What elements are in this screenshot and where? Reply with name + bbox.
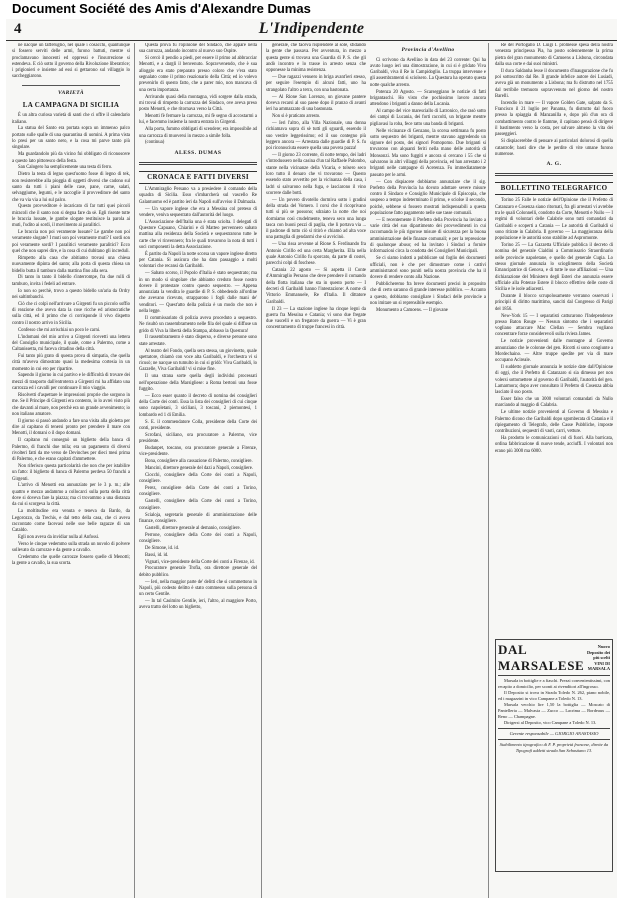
article-paragraph: Le notizie provenienti dalle montagne al Governo annunziano che le colonne del gen. Ricotti si sono congiunte a Mordechaino. — Altre truppe spedite per via di mare occupano Acireale. <box>495 339 613 364</box>
column-3b <box>370 43 486 898</box>
article-paragraph: generale, che faceva risplendere al sole, sfidando la gente che passava. Per avventura, in mezzo a questa gente si trovava una Guardia di P. S. che gli andò incontro e lo trasse in arresto senza che opponesse la minima resistenza. <box>266 43 366 74</box>
article-paragraph: Nelle vicinanze di Genzano, la scorsa settimana fu posto sotto sequestro dei briganti, mentre stavano aggredendo un signore del posto, dei signori Pomopomo. Due briganti si trovarono con alquanti feriti nella mano delle autorità di Monsonzi. Ma sono fuggiti e ancora si cercano i 55 che si salvarono in altri villaggi della provincia, ed han arrestato i 2 briganti nelle campagne di Acerenza. Fu immediatamente passato per le armi. <box>370 128 486 178</box>
article-paragraph: L'Ammiraglio Persano va a presiedere il comando della squadra di Sicilia. Esso s'imbarcherà sul vascello Re Galantuomo ed è partito ieri da Napoli sull'avviso il Dalmazia. <box>139 187 257 205</box>
article-paragraph: Il giorno si passò andando a fare una visita alla gioletta per dire al capitano di tenersi pronto per prendere il mare con Menotti, il domani o il dopo domani. <box>12 418 130 437</box>
article-paragraph: Alla porta, fummo obbligati di scendere; era impossibile ad una carrozza di muoversi in mezzo a simile folla. <box>139 127 257 139</box>
article-paragraph: Torino 25 Falle le notizie dell'Opinione che il Prefetto di Catanzaro e Cosenza siano ritornati, fra gli arrestati vi avrebbe tra le quali Colonnelli, condotto da Corte, Menotti e Nullo — I regimi di volontari delle Calabrie sono tutti comandati da Garibaldi e scoperti a Catania — Le autorità di Garibaldi si sono ritirate in Calabria. Il governo — La maggioranza della popolazione e le autorità sono stabilite ad Aspromonte. <box>495 198 613 242</box>
advertisement-rule <box>498 728 610 729</box>
article-paragraph: — Al Rione San Lorenzo, un giovane pantere doveva recarsi al suo paese dopo il pranzo di avanti ieri ha ammazzato di una bastonata. <box>266 94 366 113</box>
article-paragraph: S. E. il commendatore Colla, presidente della Corte dei conti, presidente. <box>139 419 257 431</box>
article-paragraph: San Calogero ha semplicemente una testa di ferro. <box>18 165 113 171</box>
section-double-rule <box>139 162 257 165</box>
article-paragraph: Bassi, id. id. <box>145 552 169 558</box>
printer-imprint: Stabilimento tipografico di F. P. proprietà francese, dirette da Tipografi addetti strada San Sebastiano 13. <box>499 742 609 753</box>
article-paragraph: Esser falso che un 3000 volontari comandati da Nullo marciando al maggio di Calabria. <box>495 397 613 409</box>
article-paragraph: Le braccia non poi veramente lussate? Le gambe non poi veramente slogate? I muti son poi veramente muti? I sordi son poi veramente sordi? I paralitici veramente paralitici? Ecco quel che non saprei dire, e la cosa di cui dubitano gli increduli. <box>12 230 130 255</box>
section-heading: CRONACA E FATTI DIVERSI <box>139 171 257 184</box>
article-paragraph: Pubblicheremo fra breve documenti precisi in proposito che di certo saranno di grande interesse pubblico. — Accanto a questo, dobbiamo consigliare i Sindaci delle provincie a non imitare un sì reprensibile esempio. <box>370 282 486 306</box>
article-paragraph: Gastelli, direttore generale al demanio, consigliere. <box>145 525 241 531</box>
article-paragraph: Si cercò il pendio a piedi, per essere il primo ad abbracciar Menotti, e a dargli il benvenuto. Sopravvenendo, che è sua alloggio era stato preparato presso coloro che v'era stato segnalato come il primo reazionario della Città; ed io volevo prevenirlo di questo fatto, che a parer mio, non mancava di una certa importanza. <box>139 56 257 93</box>
article-paragraph: Torino 25 — La Gazzetta Ufficiale pubblica il decreto di nomina del generale Cialdini a Commissario Straordinario nelle provincie napoletane, e quello del generale Cugia. Lo stesso giornale annunzia lo scioglimento della Società Emancipatrice di Genova, e di tutte le sue affiliazioni — Una dichiarazione del Ministero degli Esteri che annunzia essere ufficiale alla Potenze Estere il blocco effettivo delle coste di Sicilia e le isole adiacenti. <box>495 243 613 293</box>
article-paragraph: — Un povero divotello dormiva sotto i gradini della strada del Vomero. I corsi che il ricoprivano tutti si più se possono; sdraiato la notte che noi dormiamo così crudelmente, teneva seco una lunga tasca con buoni pezzi di paglia, che li portava via ... il padrone di tutto ciò si ritirò e chiamò ad alta voce una pattuglia di gendarmi che si avvicinò. <box>266 197 366 241</box>
article-paragraph: Rimpetto alla casa che abitiamo trovasi una chiesa nuovamente dipinta del santo; alla porta di questa chiesa un bidello butta il tamburo dalla mattina fino alla sera. <box>12 255 130 274</box>
article-paragraph: Il rassembramento è stato disperso, e diverse persone sono state arrestate. <box>139 335 257 347</box>
article-signature: A. G. <box>546 161 562 168</box>
article-paragraph: Menotti fè fermare la carrozza, mi fè segno di accostarmi a lui, e facemmo insieme la nostra entrata in Girgenti. <box>139 114 257 126</box>
article-paragraph: Ciocchi, consigliere della Corte dei conti a Napoli, consigliere. <box>139 472 257 485</box>
article-paragraph: New-York 15 — I separatisti catturarono l'Independence presso Baton Rouge — Nessun sintomo che i separatisti vogliano attaccare Mac Clellan — Sembra vogliano concentrare forze considerevoli sulla riviera James. <box>495 313 613 338</box>
article-paragraph: Procuratore generale Trofia, ora direttore generale del debito pubblico. <box>139 566 257 578</box>
article-paragraph: — In tal Casimiro Gentile, ieri, l'altro, al maggiore Porto, aveva tratto del lotto un biglietto, <box>139 599 257 611</box>
article-paragraph: — Con dispiacere dobbiamo annunziare che il sig. Prefetto della Provincia ha dovuto adottare severe misure contro il Sindaco e Consiglio Municipale di Episcopia, che sospeso a tempo indeterminato il primo, e sciolse il secondo, poichè, sebbene si fossero mostrati indispensabili a questa popolazione fatto pagamento nelle sue tasse comunali. <box>370 179 486 216</box>
advertisement-header <box>498 642 610 676</box>
article-paragraph: Il 23 — La stazione inglese ha cinque legni da guerra fra Messina e Catania; vi sono due fregate due vascelli e un fregatore da guerra — Vi è gran concentramento di truppe francesi in città. <box>266 306 366 331</box>
article-paragraph: De Simone, id. id. <box>145 545 180 551</box>
article-paragraph: — Un vapore inglese che era a Messina col preteso di vendere, veniva sequestrato dall'autorità del luogo. <box>139 206 257 218</box>
article-paragraph: Ha prodotto le comunicazioni col di fuori. Alla barricata, ordina fabbricazione di nuove tende, acciuffi. I volontari non erano più 3000 ma 6000. <box>495 436 613 454</box>
advertisement-paragraph: Marsala vecchio lire 1,50 la bottiglia — Moscato di Pantelleria — Malvasia — Zucco — Lacrima — Bordeaux — Reno — Champagne. <box>498 702 610 719</box>
article-paragraph: Se ci siamo indotti a pubblicare sul foglio dei documenti ufficiali, non è che per dimostrare come i cattivi amministratori sono puniti nella nostra provincia che ha il dovere di rendere conto alla Nazione. <box>370 256 486 281</box>
article-paragraph: Monumento a Camoens. — Il giovane <box>376 307 448 313</box>
section-rule <box>22 85 120 86</box>
section-heading: BOLLETTINO TELEGRAFICO <box>495 182 613 195</box>
section-heading: VARIETÀ <box>58 89 84 96</box>
article-paragraph: Potenza 20 Agosto. — Scarseggiano le notizie di fatti brigantaschi. Ho visto che pochissimo lavoro ancora attendono i briganti a danno della Lucania. <box>370 89 486 108</box>
article-paragraph: Arrivando quasi della montagna, vidi sorgere dalla strada, mi trovai di rimpetto la carrozza del Sindaco, ove aveva preso posto Menotti, e che ritornava verso la Città. <box>139 94 257 113</box>
article-paragraph: Catania 22 agosto — Si aspetta il Conte d'Ammiraglio Persano che deve prendere il comando della flotta italiana che sta in questo porto — I decreti di Garibaldi hanno l'intestazione: A nome di Vittorio Emmanuele, Re d'Italia. Il dittatore Garibaldi. <box>266 268 366 305</box>
section-heading: LA CAMPAGNA DI SICILIA <box>22 101 120 110</box>
page-number: 4 <box>14 21 22 37</box>
advertisement-side-text: Nuovo Deposito dei più scelti VINI DI MARSALA <box>586 644 610 672</box>
article-paragraph: Bona, consigliere alla cassazione di Palermo, consigliere. <box>145 459 253 465</box>
article-paragraph: Non riferisco questa particolarità che non che per istabilire un fatto: il biglietto di banca di Palermo perdeva 50 franchi a Girgenti. <box>12 464 130 482</box>
advertisement-paragraph: Marsala in bottiglie e a fiaschi. Prezzi convenientissimi, con recapito a domicilio, per sconti ai rivenditori all'ingrosso. <box>498 678 610 689</box>
masthead <box>6 19 617 41</box>
article-paragraph: Egli non aveva da invidiar nulla al Anfossi. <box>18 535 100 541</box>
article-paragraph: Mancini, direttore generale del dazi a Napoli, consigliere. <box>145 466 254 472</box>
article-paragraph: Sapendo il giorno in cui partivo e le difficoltà di trovare dei mezzi di trasporto dall'entroterra a Girgenti mi ha affidato una carrozza ed i cavalli per continuare il mio viaggio. <box>12 373 130 392</box>
advertisement-body <box>498 678 610 726</box>
column-divider <box>488 43 489 898</box>
article-signature: ALESS. DUMAS <box>174 149 222 156</box>
article-paragraph: L'indomani del mio arrivo a Girgenti ricevetti una lettera del Consiglio municipale, il quale, come a Palermo, come a Caltanissetta, mi faceva cittadino della città. <box>12 334 130 353</box>
article-paragraph: Ma guardandolo più da vicino fui obbligato di riconoscere a questo lato pittoresco della festa. <box>12 152 130 164</box>
article-paragraph: Scrofani, siciliano, ora procuratore a Palermo, vice presidente. <box>139 432 257 445</box>
article-paragraph: Perrone, consigliere della Corte dei conti a Napoli, consigliere. <box>139 532 257 544</box>
article-paragraph: — Sabato scorso, il Popolo d'Italia è stato sequestrato; ma in un modo sì singolare che abbiamo creduto fosse nostro dovere il protestare contro questo sequestro. — Appena annunziata la vendita le guardie di P. S. obbedendo all'ordine che avevano ricevuto, strapparono i fogli dalle mani de' venditori. — Quest'atto della polizia è un modo che non è nella legge. <box>139 271 257 315</box>
article-paragraph: Verso le cinque vedemmo sulla strada un nuvolo di polvere sollevato da carrozze e da gente a cavallo. <box>12 541 130 554</box>
article-paragraph: — Una rissa avvenne al Rione S. Ferdinando fra Antonio Cirillo ed una certa Margherita. Ella nella quale Antonio Cirillo fu sporcato, da parte di costei, parecchi colpi di foschese. <box>266 242 366 267</box>
section-double-rule <box>495 173 613 176</box>
column-3 <box>266 43 366 898</box>
column-divider <box>261 43 262 898</box>
article-paragraph: La statua del Santo era portata sopra un immenso palco portato sulle spalle di una quarantina di uomini. A prima vista lo presi per un santo nero, e la cosa mi parve tanto più singolare. <box>12 126 130 151</box>
article-paragraph: Al teatro del Fondo, quella sera stessa, un giovinetto, quale spettatore, chiamò con voce alta Garibaldi, e l'orchestra vi si ricusò; ne nacque un tumulto in cui si gridò: Viva Garibaldi, lo Gazzelle, Viva Garibaldi! vi si mise fine. <box>139 348 257 373</box>
article-paragraph: ne nacque un tafferuglio, nel quale i cosacchi, quantunque si fossero serviti delle armi, furono battuti, mentre si proclamavano innocenti ed oppressi e l'insurrezione si estendeva. E ciò sotto il governo della Rivoluzione liberatrice; i prigionieri e insieme ad essi si gettarono sul villaggio lo saccheggiarono. <box>12 43 130 80</box>
newspaper-title: L'Indipendente <box>258 20 365 37</box>
article-paragraph: Al campo del vice maresciallo di Latronico, che rasò sotto dei campi di Lucania, dei forti raccolti, un brigante mentre pigliavasi la roba, fece ratto una banda di briganti. <box>370 109 486 127</box>
article-paragraph: — Il giorno 23 corrente, di notte tempo, dei ladri s'introdussero nella casina d'un tal Raffaele Palombo, stante nella vicinanze della Vicaria, e tolsero seco loro tutto il denaro che vi trovarono — Questo essendo stato avvertito per la vicinanza della casa, i ladri si salvarono nella fuga, e lasciarono il vino scorrere dalle botti. <box>266 153 366 196</box>
article-paragraph: — Ecco esser quanto il decreto di nomina dei consiglieri della Corte dei conti. Essa la lista dei consiglieri di cui cinque sono napoletani, 3 siciliani, 3 toscani, 2 piemontesi, 1 lombardo ed 1 di Emilia. <box>139 393 257 418</box>
article-paragraph: Ciò che ci colpì nell'arrivare a Girgenti fu un piccolo soffio di reazione che aveva data la cose ricche ed aristocratiche sulla città, ed il primo che ci corrisponde il vivo dispetto contro il nostro arrivo in Sicilia. <box>12 301 130 326</box>
article-paragraph: Il duca Saldanha lesse il documento d'inaugurazione che fu poi sottoscritto dal Re. Il grande infelice autore dei Lusiadi, aveva già un monumento a Lisbona; ma fu distrutto nel 1755 dal terribile tremuoto sopravvenuto nel giorno del nostro Barelli. <box>495 68 613 99</box>
advertisement-paragraph: Dirigersi al Deposito, vico Campane a Toledo N. 13. <box>504 720 597 726</box>
article-paragraph: — Ieri, nella maggior parte de' delitti che si commettono in Napoli, più codesto delitto è stato commesso sulla persona di un certo Gentile. <box>139 579 257 598</box>
article-paragraph: È un altra curiosa varietà di santi che ci offre il calendario italiano. <box>12 113 130 125</box>
article-paragraph: Perez, consigliere della Corte dei conti a Torino, consigliere. <box>139 486 257 498</box>
article-paragraph: Il una strana sorte quella degli individui processati nell'operazione della Marsigliese: a Roma bertoni una fosse fuggito. <box>139 374 257 392</box>
article-paragraph: Di tanto in tanto il bidello s'interrompe, fra due rulli di tamburo, invita i fedeli ad entrare. <box>12 275 130 287</box>
column-divider <box>134 43 135 898</box>
article-paragraph: Gastelli, consigliere della Corte dei conti a Torino, consigliere. <box>139 499 257 511</box>
article-paragraph: Questo provveditore è incaricato di far tutti quei piccoli miracoli che il santo non si degna fare da sè. Egli risente tutte le braccia lussate, le gambe slogate restituisce la parola ai muti, l'udito ai sordi, il movimento ai paralitici. <box>12 204 130 229</box>
article-paragraph: Re del Portogallo D. Luigi I. promesse spesa della nostra venerata principessa Pia, ha posto solennemente la prima pietra del gran monumento di Camoens a Lisbona, circondata dalla sua corte e dai suoi ministri. <box>495 43 613 67</box>
article-paragraph: Scialoja, segretario generale di amministrazione delle finanze, consigliere. <box>139 512 257 524</box>
article-paragraph: Risolvetti d'aspettare le impressioni proprie che sorgono in me. Se il Principe di Girgenti era contento, io lo avrei visto più che davanti al mare, non perchè era un grande avvenimento; io non italiano amatore. <box>12 392 130 417</box>
article-paragraph: Io non so perchè, trovo a questo bidello un'aria da Ordry nei saltimbanchi. <box>12 288 130 300</box>
article-paragraph: Vignati, vice-presidente della Corte dei conti a Firenze, id. <box>145 559 255 565</box>
article-paragraph: (continua) <box>145 140 165 146</box>
article-paragraph: — Due ragazzi venuero in briga avant'ieri stesso, per seguire l'esempio di alcuni fatti, uno ha strangolato l'altro a terra, con una bastonata. <box>266 75 366 93</box>
article-paragraph: Confesso che mi arrischiai un poco le carni. <box>18 327 101 333</box>
document-banner: Document Société des Amis d'Alexandre Dumas <box>0 0 623 18</box>
advertisement-box <box>495 639 613 872</box>
article-paragraph: Durante il blocco scrupolosamente verranno osservati i principii di diritto marittimo, sanciti dal Congresso di Parigi del 1856. <box>495 294 613 312</box>
article-paragraph: Incendio in mare — Il vapore Golden Gate, salpato da S. Francisco il 21 luglio per Panama, fu distrutto dal fuoco presso la spiaggia di Manzanilla e, dopo più d'un ora di combattimento contro le fiamme, il capitano pensò di dirigere il bastimento verso la costa, per salvare almeno la vita dei passeggieri. <box>495 100 613 138</box>
article-paragraph: È partito da Napoli la notte scorsa un vapore inglese diretto per Catania. Si assicura che ha dato passaggio a molti volontari che recansi da Garibaldi. <box>139 251 257 270</box>
article-paragraph: Il commissariato di polizia aveva proceduto a sequestro. Ne risultò un rassembramento nelle fila del quale si diffuse un grido di Viva la libertà della Stampa, abbasso la Questura! <box>139 315 257 334</box>
article-paragraph: Dietro la testa di legno quest'uomo fosse di legno di tek, non resisterebbe alla pioggia di oggetti diversi che cadono sul santo da tutti i piani delle case, pane, carne, salati, selvaggiume, legumi, e le raccoglie il provveditore del santo che va via via a lui sul palco. <box>12 172 130 203</box>
section-heading: Provincia d'Avellino <box>401 47 455 53</box>
advertisement-paragraph: Il Deposito si trova in Strada Toledo N. 262, piano nobile, ed i magazzini in vico Campane a Toledo N. 13. <box>498 690 610 701</box>
article-paragraph: Ci scrivono da Avellino in data del 23 corrente: Qui ha avuto luogo ieri una dimostrazione, in cui si è gridato Viva Garibaldi, viva il Re in Campidoglio. La truppa intervenne e gli assembramenti si sciolsero. La Questura ha operato questa notte qualche arresto. <box>370 57 486 88</box>
article-paragraph: Credemmo che quelle carrozze fossero quelle di Menotti; la gente a cavallo, la sua scorta. <box>12 555 130 567</box>
article-paragraph: Budanpet, toscano, ora procuratore generale a Firenze, vice-presidente. <box>139 446 257 458</box>
newspaper-page <box>6 19 617 898</box>
column-2 <box>139 43 257 898</box>
article-paragraph: Non si è praticato arresto. <box>272 114 321 120</box>
article-paragraph: Fui tanto più grato di questa prova di simpatia, che quella città m'aveva dimostrato quasi la medesima cortesia in un momento in cui ero per ripartire. <box>12 353 130 372</box>
advertisement-name: DAL MARSALESE <box>498 642 585 673</box>
column-1 <box>12 43 130 898</box>
article-paragraph: Il capitano mi consegnò un biglietto della banca di Palermo, di franchi due mila; era un pagamento di diversi rivolteri fatti da me verso de Devinches per dieci mesi prima di Palermo, e che erano capitati d'ammettere. <box>12 438 130 463</box>
article-paragraph: L'arrivo di Menotti era annunziato per le 3 p. m.; alle quattro e mezzo andammo a collocarci sulla porta della città dove si doveva fare la piazza; ma ci trovammo a una distanza da cui si scorgeva la città. <box>12 483 130 508</box>
column-4 <box>495 43 613 633</box>
article-paragraph: Questa prova fu l'opinione del Sindaco, che appare nella sua carrozza, andando incontro al nuovo suo Ospite. <box>139 43 257 55</box>
advertisement-rule <box>498 739 610 740</box>
article-paragraph: — E recentemente il Prefetto della Provincia ha inviato a varie città del suo dipartimento dei provvedimenti in cui raccomanda le più rigorose misure di sicurezza per la buona amministrazione delle finanze comunali; e per la repressione di qualunque abuso; ed ha invitato i Sindaci a fornire informazioni circa la condotta dei Consiglieri Municipali. <box>370 217 486 255</box>
article-paragraph: — Ieri l'altro, alla Villa Nazionale, una donna richiamava sopra di sè tutti gli sguardi, essendo il suo vestire leggerissimo; ed il suo contegno più leggero ancora — Arrestata dalle guardie di P. S. fu poi riconosciuta essere quella una povera pazza! <box>266 120 366 152</box>
article-paragraph: L'Associazione dell'Italia una è stata sciolta. I delegati di Questore Capuano, Chiarini e di Matteo pervennero sabato mattina alla residenza della Società e sequestrarono tutte le carte che vi rinvennero; fra le quali trovarono la nota di tutti i soci componenti la detta Associazione. <box>139 219 257 250</box>
article-paragraph: Il suddetto giornale annunzia le notizie date dall'Opinione di oggi, che il Prefetto di Catanzaro si sia dimesso per non volersi sottomettere al governo di Garibaldi, l'autorità del gen. Lamarmora; dopo aver consultato il Prefetto di Cosenza abbia lasciato il suo posto. <box>495 365 613 396</box>
gerente-line: Gerente responsabile — GIORGIO ANASTASIO <box>509 731 599 737</box>
article-paragraph: Si dispiacerebbe di pensare ai particolari dolorosi di quella catastrofe; basti dire che le perdite di vite umane furono numerose. <box>495 139 613 157</box>
article-paragraph: Le ultime notizie provenienti al Governo di Messina e Palermo dicono che Garibaldi dopo sgomberata di Catania e il ripiegamento di Telegrafo, delle Casse Pubbliche, imposte contribuzioni, sequestri di vasti, carri, vetture. <box>495 410 613 435</box>
article-paragraph: La moltitudine era venuta e teneva da Bardo, da Legorozzo, da Trechis, e dal tetto della casa, che ci aveva raccontato come facevasi nelle sue belle ragazze di san Cataldo. <box>12 509 130 534</box>
